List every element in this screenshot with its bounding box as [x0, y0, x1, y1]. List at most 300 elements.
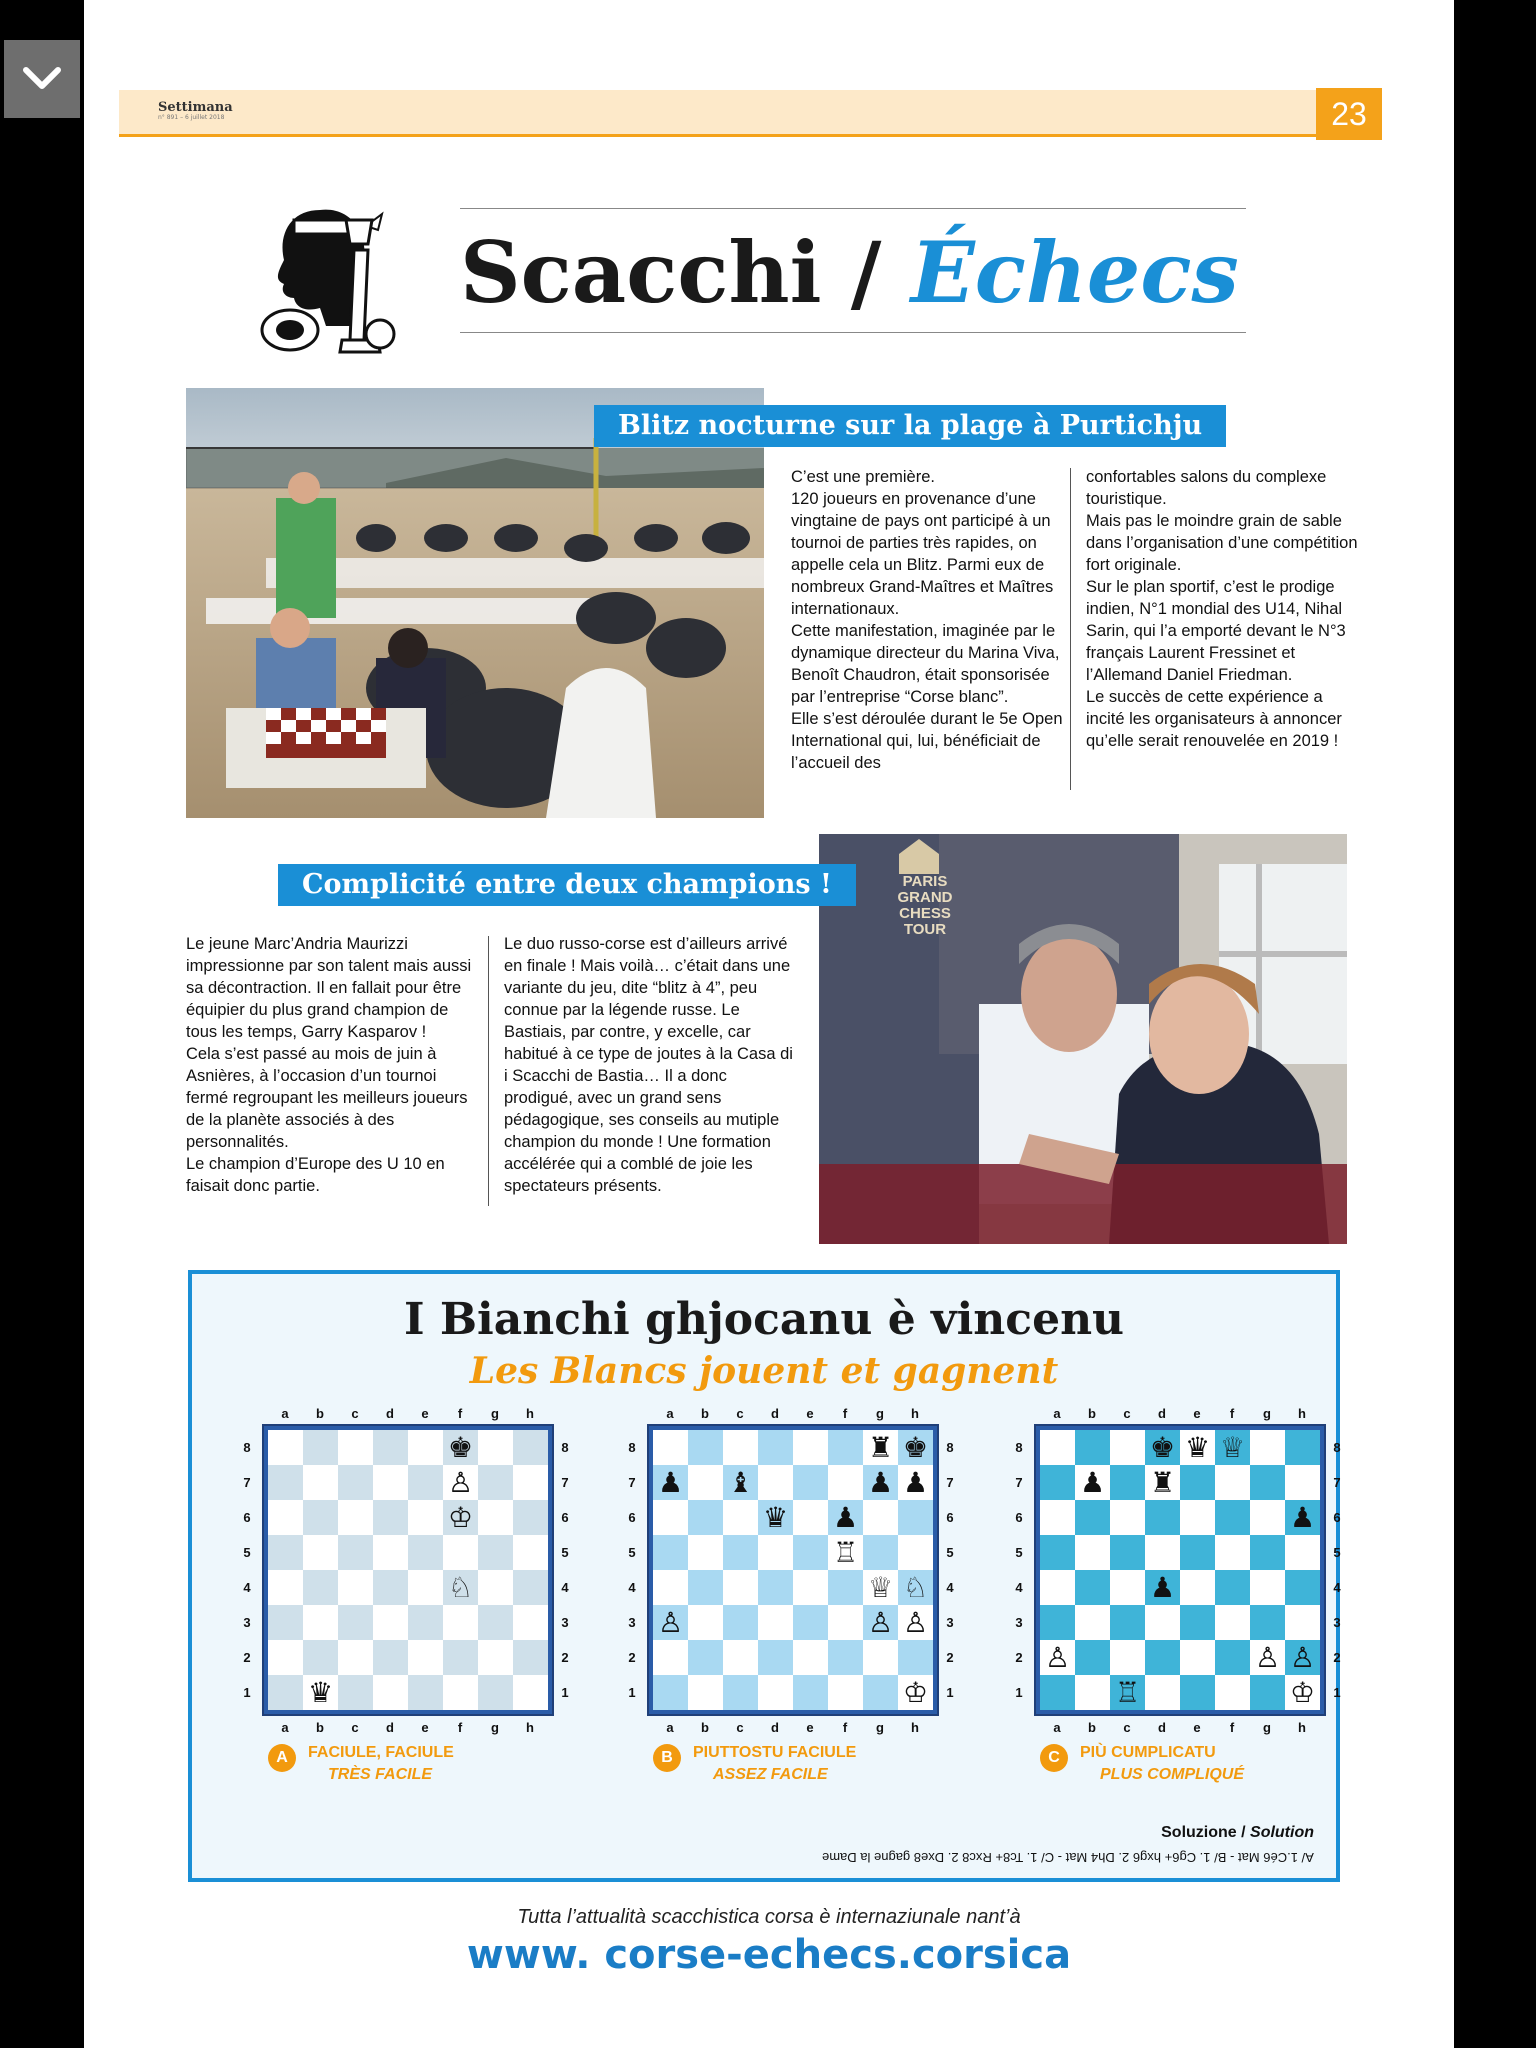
square-h6	[513, 1500, 548, 1535]
square-c4	[338, 1570, 373, 1605]
square-c8	[338, 1430, 373, 1465]
square-b2	[303, 1640, 338, 1675]
square-g1	[863, 1675, 898, 1710]
chess-piece-h1: ♔	[1289, 1676, 1316, 1709]
file-label-bottom: g	[876, 1720, 884, 1735]
file-label-bottom: f	[457, 1720, 463, 1735]
square-h5	[513, 1535, 548, 1570]
chess-puzzles-box	[188, 1270, 1340, 1882]
square-g4	[478, 1570, 513, 1605]
square-f1	[1215, 1675, 1250, 1710]
chess-board-a	[232, 1404, 569, 1783]
collapse-button[interactable]	[4, 40, 80, 118]
chess-piece-g3: ♙	[867, 1606, 894, 1639]
square-b5	[303, 1535, 338, 1570]
square-b4	[1075, 1570, 1110, 1605]
square-f2	[443, 1640, 478, 1675]
file-label-bottom: b	[1088, 1720, 1096, 1735]
square-f6	[1215, 1500, 1250, 1535]
file-label-top: e	[1193, 1406, 1201, 1421]
square-h8	[513, 1430, 548, 1465]
square-b6	[688, 1500, 723, 1535]
file-label-bottom: h	[1298, 1720, 1306, 1735]
rank-label-left: 2	[1015, 1650, 1023, 1665]
file-label-bottom: b	[316, 1720, 324, 1735]
article2-column2: Le duo russo-corse est d’ailleurs arrivé en finale ! Mais voilà… c’était dans une variante du jeu, dite “blitz à 4”, peu connue par la légende russe. Le Bastiais, par contre, y excelle, car habitué à ce type de joutes à la Casa di i Scacchi de Bastia… Il a donc prodigué, avec un grand sens pédagogique, ses conseils au mutiple champion du monde ! Une formation accélérée qui a comblé de joie les spectateurs présents.	[504, 935, 793, 1195]
article1-column2: confortables salons du complexe touristique. Mais pas le moindre grain de sable dans l’organisation d’une compétition fort originale. Sur le plan sportif, c’est le prodige indien, N°1 mondial des U14, Nihal Sarin, qui l’a emporté devant le N°3 français Laurent Fressinet et l’Allemand Daniel Friedman. Le succès de cette expérience a incité les organisateurs à annoncer qu’elle serait renouvelée en 2019 !	[1086, 468, 1358, 750]
square-h3	[1285, 1605, 1320, 1640]
square-a3	[268, 1605, 303, 1640]
square-d4	[758, 1570, 793, 1605]
article1-column-divider	[1070, 468, 1071, 790]
square-b2	[1075, 1640, 1110, 1675]
chess-piece-d8: ♚	[1149, 1431, 1176, 1464]
title-rule-bottom	[460, 332, 1246, 333]
chess-piece-g7: ♟	[867, 1466, 894, 1499]
chess-piece-h6: ♟	[1289, 1501, 1316, 1534]
chess-piece-f8: ♕	[1219, 1431, 1246, 1464]
chess-piece-g8: ♜	[867, 1431, 894, 1464]
square-c1	[723, 1675, 758, 1710]
square-a7	[268, 1465, 303, 1500]
square-a1	[653, 1675, 688, 1710]
file-label-top: a	[281, 1406, 289, 1421]
chess-piece-h7: ♟	[902, 1466, 929, 1499]
square-a4	[268, 1570, 303, 1605]
moor-head-chess-logo	[250, 180, 420, 360]
file-label-bottom: d	[1158, 1720, 1166, 1735]
square-e2	[1180, 1640, 1215, 1675]
square-g6	[863, 1500, 898, 1535]
square-b1	[688, 1675, 723, 1710]
file-label-top: a	[666, 1406, 674, 1421]
square-e5	[408, 1535, 443, 1570]
rank-label-left: 2	[243, 1650, 251, 1665]
file-label-top: d	[386, 1406, 394, 1421]
square-f7	[1215, 1465, 1250, 1500]
square-f3	[443, 1605, 478, 1640]
rank-label-right: 4	[561, 1580, 569, 1595]
chess-board-b	[617, 1404, 954, 1783]
file-label-bottom: e	[421, 1720, 429, 1735]
rank-label-left: 7	[243, 1475, 251, 1490]
square-e1	[793, 1675, 828, 1710]
square-g5	[863, 1535, 898, 1570]
square-d2	[373, 1640, 408, 1675]
square-f4	[1215, 1570, 1250, 1605]
footer-website-link[interactable]: www. corse-echecs.corsica	[466, 1932, 1072, 1978]
square-c4	[723, 1570, 758, 1605]
difficulty-label-corsican: PIÙ CUMPLICATU	[1080, 1744, 1216, 1761]
square-h6	[898, 1500, 933, 1535]
banner-word-1: PARIS	[902, 873, 948, 890]
square-h2	[513, 1640, 548, 1675]
beach-blitz-photo	[186, 388, 764, 818]
rank-label-left: 1	[1015, 1685, 1023, 1700]
rank-label-left: 5	[1015, 1545, 1023, 1560]
file-label-top: d	[771, 1406, 779, 1421]
square-a4	[1040, 1570, 1075, 1605]
footer-tagline: Tutta l’attualità scacchistica corsa è internaziunale nant’à	[517, 1906, 1021, 1928]
square-c3	[723, 1605, 758, 1640]
square-g7	[478, 1465, 513, 1500]
rank-label-right: 1	[946, 1685, 954, 1700]
rank-label-right: 2	[1333, 1650, 1341, 1665]
square-c2	[338, 1640, 373, 1675]
chess-piece-d4: ♟	[1149, 1571, 1176, 1604]
file-label-top: c	[736, 1406, 744, 1421]
square-a8	[1040, 1430, 1075, 1465]
square-c5	[723, 1535, 758, 1570]
square-f3	[1215, 1605, 1250, 1640]
file-label-bottom: c	[1123, 1720, 1131, 1735]
square-h4	[1285, 1570, 1320, 1605]
square-g1	[478, 1675, 513, 1710]
square-e6	[408, 1500, 443, 1535]
file-label-top: f	[457, 1406, 463, 1421]
rank-label-left: 4	[628, 1580, 636, 1595]
rank-label-right: 7	[561, 1475, 569, 1490]
square-d1	[758, 1675, 793, 1710]
rank-label-left: 4	[243, 1580, 251, 1595]
square-e4	[793, 1570, 828, 1605]
article1-heading: Blitz nocturne sur la plage à Purtichju	[594, 405, 1226, 447]
file-label-top: f	[1229, 1406, 1235, 1421]
square-a1	[1040, 1675, 1075, 1710]
rank-label-right: 6	[1333, 1510, 1341, 1525]
square-d5	[1145, 1535, 1180, 1570]
square-g5	[478, 1535, 513, 1570]
rank-label-left: 6	[1015, 1510, 1023, 1525]
file-label-bottom: d	[771, 1720, 779, 1735]
square-b5	[1075, 1535, 1110, 1570]
square-e3	[1180, 1605, 1215, 1640]
rank-label-right: 2	[946, 1650, 954, 1665]
file-label-bottom: f	[1229, 1720, 1235, 1735]
square-b3	[303, 1605, 338, 1640]
chess-piece-c7: ♝	[727, 1466, 754, 1499]
square-b4	[303, 1570, 338, 1605]
rank-label-left: 5	[243, 1545, 251, 1560]
square-g7	[1250, 1465, 1285, 1500]
difficulty-label-french: ASSEZ FACILE	[713, 1766, 828, 1783]
file-label-top: g	[1263, 1406, 1271, 1421]
rank-label-left: 6	[628, 1510, 636, 1525]
file-label-bottom: e	[1193, 1720, 1201, 1735]
chess-piece-c1: ♖	[1114, 1676, 1141, 1709]
square-f5	[443, 1535, 478, 1570]
square-e6	[793, 1500, 828, 1535]
square-e5	[793, 1535, 828, 1570]
file-label-bottom: e	[806, 1720, 814, 1735]
square-a4	[653, 1570, 688, 1605]
square-h5	[1285, 1535, 1320, 1570]
title-italian: Scacchi /	[460, 223, 911, 322]
square-e2	[408, 1640, 443, 1675]
difficulty-label-french: TRÈS FACILE	[328, 1766, 433, 1783]
chess-piece-f8: ♚	[447, 1431, 474, 1464]
square-a2	[268, 1640, 303, 1675]
file-label-top: c	[1123, 1406, 1131, 1421]
square-e1	[1180, 1675, 1215, 1710]
square-f2	[828, 1640, 863, 1675]
file-label-bottom: h	[526, 1720, 534, 1735]
header-band	[119, 90, 1349, 137]
chevron-down-icon	[22, 66, 62, 92]
banner-word-3: CHESS	[899, 905, 951, 922]
chess-piece-a3: ♙	[657, 1606, 684, 1639]
square-g6	[1250, 1500, 1285, 1535]
rank-label-left: 8	[243, 1440, 251, 1455]
rank-label-right: 7	[1333, 1475, 1341, 1490]
banner-word-2: GRAND	[897, 889, 953, 906]
title-rule-top	[460, 208, 1246, 209]
square-e6	[1180, 1500, 1215, 1535]
square-g3	[478, 1605, 513, 1640]
square-b2	[688, 1640, 723, 1675]
rank-label-left: 3	[243, 1615, 251, 1630]
square-d7	[758, 1465, 793, 1500]
file-label-top: b	[316, 1406, 324, 1421]
rank-label-right: 8	[561, 1440, 569, 1455]
rank-label-left: 1	[243, 1685, 251, 1700]
puzzles-subtitle: Les Blancs jouent et gagnent	[469, 1350, 1059, 1392]
square-d1	[373, 1675, 408, 1710]
rank-label-right: 5	[561, 1545, 569, 1560]
chess-piece-d7: ♜	[1149, 1466, 1176, 1499]
chess-piece-e8: ♛	[1184, 1431, 1211, 1464]
square-c3	[338, 1605, 373, 1640]
square-g2	[863, 1640, 898, 1675]
rank-label-left: 3	[628, 1615, 636, 1630]
square-e7	[793, 1465, 828, 1500]
square-g5	[1250, 1535, 1285, 1570]
difficulty-badge: C	[1040, 1744, 1068, 1772]
rank-label-left: 7	[628, 1475, 636, 1490]
square-g8	[478, 1430, 513, 1465]
file-label-top: h	[526, 1406, 534, 1421]
square-g3	[1250, 1605, 1285, 1640]
article2-column-divider	[488, 936, 489, 1206]
square-a5	[653, 1535, 688, 1570]
file-label-top: b	[701, 1406, 709, 1421]
square-a6	[653, 1500, 688, 1535]
file-label-top: e	[421, 1406, 429, 1421]
square-b8	[303, 1430, 338, 1465]
square-e4	[408, 1570, 443, 1605]
square-b5	[688, 1535, 723, 1570]
rank-label-right: 6	[561, 1510, 569, 1525]
square-f1	[443, 1675, 478, 1710]
file-label-bottom: g	[491, 1720, 499, 1735]
solution-label: Soluzione / Solution	[1161, 1824, 1314, 1841]
square-b4	[688, 1570, 723, 1605]
rank-label-right: 7	[946, 1475, 954, 1490]
solution-text-upside-down: A/ 1.Cé6 Mat - B/ 1. Cg6+ hxg6 2. Dh4 Mat - C/ 1. Tc8+ Rxc8 2. Dxe8 gagne la Dame	[822, 1850, 1314, 1865]
square-g8	[1250, 1430, 1285, 1465]
square-c4	[1110, 1570, 1145, 1605]
square-d8	[758, 1430, 793, 1465]
chess-piece-h1: ♔	[902, 1676, 929, 1709]
square-f2	[1215, 1640, 1250, 1675]
rank-label-left: 4	[1015, 1580, 1023, 1595]
square-h7	[513, 1465, 548, 1500]
square-f4	[828, 1570, 863, 1605]
square-b6	[1075, 1500, 1110, 1535]
title-french: Échecs	[910, 223, 1239, 322]
square-e3	[793, 1605, 828, 1640]
square-h5	[898, 1535, 933, 1570]
chess-piece-h4: ♘	[902, 1571, 929, 1604]
square-a1	[268, 1675, 303, 1710]
kasparov-photo	[819, 834, 1347, 1244]
square-e3	[408, 1605, 443, 1640]
file-label-top: g	[491, 1406, 499, 1421]
page-number: 23	[1316, 88, 1382, 140]
file-label-bottom: h	[911, 1720, 919, 1735]
magazine-name: Settimana	[158, 100, 233, 115]
square-g6	[478, 1500, 513, 1535]
square-c1	[338, 1675, 373, 1710]
square-e8	[793, 1430, 828, 1465]
square-c5	[338, 1535, 373, 1570]
article1-column1: C’est une première. 120 joueurs en provenance d’une vingtaine de pays ont participé à un tournoi de parties très rapides, on appelle cela un Blitz. Parmi eux de nombreux Grand-Maîtres et Maîtres internationaux. Cette manifestation, imaginée par le dynamique directeur du Marina Viva, Benoît Chaudron, était sponsorisée par l’entreprise “Corse blanc”. Elle s’est déroulée durant le 5e Open International qui, lui, bénéficiait de l’accueil des	[791, 468, 1063, 772]
square-f8	[828, 1430, 863, 1465]
square-c8	[723, 1430, 758, 1465]
file-label-top: a	[1053, 1406, 1061, 1421]
square-e8	[408, 1430, 443, 1465]
square-b6	[303, 1500, 338, 1535]
chess-piece-f5: ♖	[832, 1536, 859, 1569]
square-c2	[723, 1640, 758, 1675]
chess-piece-h8: ♚	[902, 1431, 929, 1464]
square-c6	[1110, 1500, 1145, 1535]
rank-label-right: 3	[1333, 1615, 1341, 1630]
file-label-bottom: f	[842, 1720, 848, 1735]
rank-label-left: 7	[1015, 1475, 1023, 1490]
square-c5	[1110, 1535, 1145, 1570]
square-d8	[373, 1430, 408, 1465]
difficulty-badge: B	[653, 1744, 681, 1772]
chess-piece-h2: ♙	[1289, 1641, 1316, 1674]
square-f5	[1215, 1535, 1250, 1570]
chess-piece-g4: ♕	[867, 1571, 894, 1604]
rank-label-right: 3	[561, 1615, 569, 1630]
chess-board-c	[1004, 1404, 1341, 1783]
square-b1	[1075, 1675, 1110, 1710]
file-label-top: d	[1158, 1406, 1166, 1421]
banner-word-4: TOUR	[903, 921, 947, 938]
difficulty-label-french: PLUS COMPLIQUÉ	[1100, 1766, 1245, 1783]
square-d4	[373, 1570, 408, 1605]
rank-label-left: 2	[628, 1650, 636, 1665]
rank-label-left: 6	[243, 1510, 251, 1525]
chess-piece-b1: ♛	[307, 1676, 334, 1709]
puzzles-title: I Bianchi ghjocanu è vincenu	[403, 1294, 1125, 1345]
square-b7	[688, 1465, 723, 1500]
rank-label-left: 1	[628, 1685, 636, 1700]
square-a6	[1040, 1500, 1075, 1535]
file-label-top: c	[351, 1406, 359, 1421]
article2-column1: Le jeune Marc’Andria Maurizzi impressionne par son talent mais aussi sa décontraction. Il en fallait pour être équipier du plus grand champion de tous les temps, Garry Kasparov ! Cela s’est passé au mois de juin à Asnières, à l’occasion d’un tournoi fermé regroupant les meilleurs joueurs de la planète associés à des personnalités. Le champion d’Europe des U 10 en faisait donc partie.	[186, 935, 472, 1195]
rank-label-right: 4	[946, 1580, 954, 1595]
file-label-top: f	[842, 1406, 848, 1421]
rank-label-right: 8	[1333, 1440, 1341, 1455]
square-b3	[688, 1605, 723, 1640]
difficulty-badge: A	[268, 1744, 296, 1772]
rank-label-right: 1	[1333, 1685, 1341, 1700]
chess-piece-f7: ♙	[447, 1466, 474, 1499]
square-a5	[1040, 1535, 1075, 1570]
file-label-bottom: g	[1263, 1720, 1271, 1735]
square-d3	[1145, 1605, 1180, 1640]
square-c2	[1110, 1640, 1145, 1675]
magazine-page	[84, 0, 1454, 2048]
square-e4	[1180, 1570, 1215, 1605]
square-f3	[828, 1605, 863, 1640]
square-g4	[1250, 1570, 1285, 1605]
file-label-bottom: a	[1053, 1720, 1061, 1735]
square-e7	[1180, 1465, 1215, 1500]
square-d3	[758, 1605, 793, 1640]
square-d5	[373, 1535, 408, 1570]
square-a8	[268, 1430, 303, 1465]
square-b3	[1075, 1605, 1110, 1640]
square-h8	[1285, 1430, 1320, 1465]
file-label-top: e	[806, 1406, 814, 1421]
chess-piece-f6: ♔	[447, 1501, 474, 1534]
square-a7	[1040, 1465, 1075, 1500]
rank-label-left: 8	[628, 1440, 636, 1455]
square-d6	[373, 1500, 408, 1535]
square-d7	[373, 1465, 408, 1500]
chess-piece-h3: ♙	[902, 1606, 929, 1639]
square-c8	[1110, 1430, 1145, 1465]
square-e7	[408, 1465, 443, 1500]
file-label-top: b	[1088, 1406, 1096, 1421]
square-c6	[338, 1500, 373, 1535]
square-d6	[1145, 1500, 1180, 1535]
square-f1	[828, 1675, 863, 1710]
square-a3	[1040, 1605, 1075, 1640]
rank-label-left: 8	[1015, 1440, 1023, 1455]
square-d2	[758, 1640, 793, 1675]
chess-piece-b7: ♟	[1079, 1466, 1106, 1499]
file-label-top: g	[876, 1406, 884, 1421]
rank-label-left: 3	[1015, 1615, 1023, 1630]
square-e2	[793, 1640, 828, 1675]
difficulty-label-corsican: PIUTTOSTU FACIULE	[693, 1744, 857, 1761]
rank-label-right: 6	[946, 1510, 954, 1525]
file-label-bottom: c	[351, 1720, 359, 1735]
square-d2	[1145, 1640, 1180, 1675]
square-c3	[1110, 1605, 1145, 1640]
file-label-bottom: b	[701, 1720, 709, 1735]
chess-piece-a2: ♙	[1044, 1641, 1071, 1674]
square-e5	[1180, 1535, 1215, 1570]
rank-label-right: 8	[946, 1440, 954, 1455]
square-a5	[268, 1535, 303, 1570]
file-label-bottom: d	[386, 1720, 394, 1735]
square-c7	[1110, 1465, 1145, 1500]
rank-label-left: 5	[628, 1545, 636, 1560]
square-c7	[338, 1465, 373, 1500]
square-h3	[513, 1605, 548, 1640]
page-title	[460, 218, 1260, 328]
square-b8	[1075, 1430, 1110, 1465]
issue-info: n° 891 – 6 juillet 2018	[158, 114, 225, 121]
square-f7	[828, 1465, 863, 1500]
